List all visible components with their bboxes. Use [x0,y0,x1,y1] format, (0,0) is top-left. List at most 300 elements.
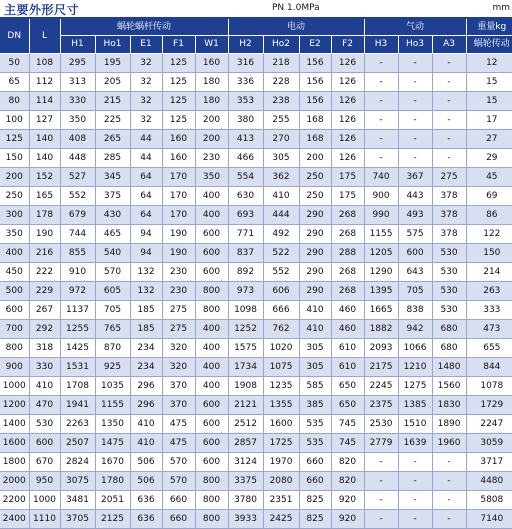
table-cell: 160 [162,149,195,168]
table-cell: 410 [130,415,162,434]
table-cell: 32 [130,111,162,130]
table-cell: 705 [398,282,432,301]
table-cell: 290 [299,282,331,301]
table-cell: 305 [263,149,299,168]
table-cell: 680 [432,339,466,358]
table-cell: 300 [0,206,29,225]
table-row [0,510,512,529]
table-cell: - [398,54,432,73]
table-cell: 305 [299,339,331,358]
table-cell: 400 [195,320,228,339]
table-row [0,168,512,187]
table-row [0,92,512,111]
table-cell: 222 [29,263,60,282]
dimension-table-container [0,17,512,524]
table-cell: 530 [29,415,60,434]
column-header: E1 [130,36,162,54]
table-row [0,225,512,244]
page-title: 主要外形尺寸 [4,3,80,17]
table-row [0,339,512,358]
table-cell: 666 [263,301,299,320]
table-cell: - [398,149,432,168]
table-cell: 1275 [398,377,432,396]
table-cell: 170 [162,168,195,187]
table-cell: 268 [331,206,364,225]
table-cell: 370 [162,377,195,396]
table-cell: 180 [195,73,228,92]
table-cell: 3075 [60,472,95,491]
table-cell: 1708 [60,377,95,396]
table-cell: 410 [263,187,299,206]
table-cell: 3481 [60,491,95,510]
table-row [0,263,512,282]
table-cell: - [398,92,432,111]
table-cell: 32 [130,54,162,73]
table-cell: 1830 [432,396,466,415]
table-cell: 1510 [398,415,432,434]
table-cell: 225 [95,111,130,130]
table-cell: 362 [263,168,299,187]
unit-label: mm [492,3,510,13]
table-cell: 660 [299,472,331,491]
table-cell: 330 [29,358,60,377]
table-cell: 430 [95,206,130,225]
table-cell: 275 [162,301,195,320]
table-row [0,111,512,130]
table-cell: 408 [60,130,95,149]
table-cell: 410 [130,434,162,453]
table-cell: - [398,491,432,510]
table-cell: - [398,510,432,529]
table-row [0,358,512,377]
table-cell: 530 [432,263,466,282]
table-cell: 1235 [263,377,299,396]
table-cell: 178 [29,206,60,225]
table-cell: 740 [364,168,398,187]
table-cell: 2857 [228,434,263,453]
table-cell: - [398,130,432,149]
table-cell: 268 [331,263,364,282]
table-cell: - [364,491,398,510]
table-cell: 2400 [0,510,29,529]
table-cell: 820 [331,453,364,472]
table-cell: 126 [331,111,364,130]
table-cell: 535 [299,434,331,453]
table-cell: 600 [195,453,228,472]
table-cell: 126 [331,73,364,92]
table-cell: 535 [299,415,331,434]
table-cell: 230 [195,149,228,168]
table-cell: 450 [0,263,29,282]
table-cell: 650 [331,377,364,396]
table-cell: 5808 [466,491,512,510]
table-cell: 285 [95,149,130,168]
table-cell: 200 [195,130,228,149]
table-cell: 800 [195,282,228,301]
table-cell: 470 [29,396,60,415]
table-cell: 610 [331,339,364,358]
table-cell: 270 [263,130,299,149]
table-cell: 400 [195,358,228,377]
column-header: 蜗轮传动 [466,36,512,54]
table-cell: 316 [228,54,263,73]
column-header: A3 [432,36,466,54]
table-cell: 64 [130,168,162,187]
column-header: H3 [364,36,398,54]
table-cell: 600 [0,301,29,320]
dimension-table [0,19,512,529]
table-cell: 175 [331,168,364,187]
table-cell: 263 [466,282,512,301]
table-cell: 600 [195,263,228,282]
table-cell: 655 [466,339,512,358]
table-cell: 267 [29,301,60,320]
column-header: F1 [162,36,195,54]
table-cell: 250 [299,168,331,187]
table-cell: 86 [466,206,512,225]
table-cell: 600 [195,244,228,263]
table-cell: 122 [466,225,512,244]
table-cell: 475 [162,415,195,434]
table-cell: 1480 [432,358,466,377]
table-cell: 112 [29,73,60,92]
table-cell: 570 [95,263,130,282]
table-cell: 44 [130,130,162,149]
table-cell: 125 [162,73,195,92]
table-cell: 413 [228,130,263,149]
table-cell: - [364,54,398,73]
table-cell: 400 [195,206,228,225]
table-cell: 44 [130,149,162,168]
table-cell: 1729 [466,396,512,415]
table-cell: 345 [95,168,130,187]
column-header: H1 [60,36,95,54]
table-cell: 320 [162,339,195,358]
table-cell: 1078 [466,377,512,396]
table-cell: 400 [0,244,29,263]
table-cell: 771 [228,225,263,244]
table-cell: 185 [130,301,162,320]
table-cell: 1670 [95,453,130,472]
table-cell: 265 [95,130,130,149]
table-cell: 27 [466,130,512,149]
table-cell: 1882 [364,320,398,339]
table-cell: 660 [162,491,195,510]
column-header: W1 [195,36,228,54]
table-cell: - [364,130,398,149]
table-row [0,244,512,263]
table-cell: 367 [398,168,432,187]
table-cell: 292 [29,320,60,339]
table-cell: 175 [331,187,364,206]
column-header: Ho2 [263,36,299,54]
table-cell: 1035 [95,377,130,396]
table-cell: 170 [162,187,195,206]
group-header-pneumatic: 气动 [364,19,466,36]
table-cell: 126 [331,92,364,111]
subheader-row [0,36,512,54]
table-cell: 64 [130,187,162,206]
table-cell: 973 [228,282,263,301]
table-cell: - [364,111,398,130]
table-cell: 290 [299,225,331,244]
table-cell: 693 [228,206,263,225]
table-cell: 200 [195,111,228,130]
table-cell: - [432,149,466,168]
table-cell: 636 [130,510,162,529]
table-cell: 2245 [364,377,398,396]
table-cell: 350 [195,168,228,187]
table-cell: 353 [228,92,263,111]
table-cell: 575 [398,225,432,244]
table-cell: 800 [195,491,228,510]
table-cell: 268 [331,282,364,301]
table-cell: 1137 [60,301,95,320]
table-cell: 2200 [0,491,29,510]
table-cell: 2080 [263,472,299,491]
table-cell: 554 [228,168,263,187]
table-cell: 670 [29,453,60,472]
table-cell: 1475 [95,434,130,453]
table-cell: 700 [0,320,29,339]
table-cell: 15 [466,73,512,92]
table-cell: 12 [466,54,512,73]
table-cell: 4480 [466,472,512,491]
table-cell: 218 [263,54,299,73]
table-cell: 606 [263,282,299,301]
table-row [0,130,512,149]
table-cell: 385 [299,396,331,415]
group-header-electric: 电动 [228,19,364,36]
table-cell: 1155 [364,225,398,244]
table-row [0,73,512,92]
table-cell: 600 [195,415,228,434]
table-cell: 400 [195,187,228,206]
table-row [0,377,512,396]
table-cell: 336 [228,73,263,92]
table-cell: 1725 [263,434,299,453]
table-cell: 2000 [0,472,29,491]
table-cell: 2512 [228,415,263,434]
table-cell: 2375 [364,396,398,415]
table-cell: 1350 [95,415,130,434]
table-cell: 552 [60,187,95,206]
table-cell: 460 [331,301,364,320]
table-cell: 1210 [398,358,432,377]
table-cell: 168 [299,130,331,149]
table-cell: 765 [95,320,130,339]
table-cell: 465 [95,225,130,244]
table-cell: 1200 [0,396,29,415]
table-cell: 132 [130,263,162,282]
table-cell: 1941 [60,396,95,415]
table-cell: 800 [195,301,228,320]
table-cell: 1734 [228,358,263,377]
table-row [0,301,512,320]
table-cell: 165 [29,187,60,206]
table-cell: 1970 [263,453,299,472]
table-cell: 570 [162,453,195,472]
table-cell: 229 [29,282,60,301]
table-cell: 530 [432,244,466,263]
table-cell: 32 [130,73,162,92]
table-cell: 126 [331,130,364,149]
table-cell: 2175 [364,358,398,377]
table-cell: 234 [130,358,162,377]
table-cell: 2425 [263,510,299,529]
table-cell: 126 [331,149,364,168]
table-cell: 552 [263,263,299,282]
table-cell: 530 [432,282,466,301]
table-cell: 506 [130,453,162,472]
table-cell: 156 [299,54,331,73]
table-cell: 492 [263,225,299,244]
table-cell: 679 [60,206,95,225]
group-header-worm-gear: 蜗轮蜗杆传动 [60,19,228,36]
table-cell: 942 [398,320,432,339]
table-cell: - [432,73,466,92]
table-cell: 1290 [364,263,398,282]
table-cell: 705 [95,301,130,320]
table-cell: 290 [299,244,331,263]
table-cell: 800 [195,472,228,491]
table-cell: 1665 [364,301,398,320]
table-cell: - [432,111,466,130]
table-cell: 837 [228,244,263,263]
table-cell: 168 [299,111,331,130]
table-cell: - [432,453,466,472]
table-cell: 288 [331,244,364,263]
table-cell: 50 [0,54,29,73]
table-cell: 1908 [228,377,263,396]
table-cell: 1780 [95,472,130,491]
table-cell: 132 [130,282,162,301]
table-cell: 296 [130,377,162,396]
table-cell: 250 [0,187,29,206]
table-cell: 3705 [60,510,95,529]
dn-header: DN [0,19,29,54]
table-cell: - [398,453,432,472]
table-cell: - [364,73,398,92]
table-cell: 125 [0,130,29,149]
table-cell: 744 [60,225,95,244]
table-row [0,491,512,510]
table-cell: 378 [432,187,466,206]
table-row [0,149,512,168]
table-cell: 200 [299,149,331,168]
table-cell: - [364,453,398,472]
table-cell: 17 [466,111,512,130]
table-cell: 1575 [228,339,263,358]
table-cell: 892 [228,263,263,282]
table-cell: 1425 [60,339,95,358]
table-cell: - [398,73,432,92]
table-cell: 600 [195,225,228,244]
table-cell: 600 [398,244,432,263]
table-cell: 570 [162,472,195,491]
group-header-weight: 重量kg [466,19,512,36]
table-cell: 800 [195,510,228,529]
table-cell: 972 [60,282,95,301]
table-cell: 234 [130,339,162,358]
table-cell: 320 [162,358,195,377]
table-cell: 333 [466,301,512,320]
table-cell: 3933 [228,510,263,529]
table-row [0,396,512,415]
table-cell: 170 [162,206,195,225]
table-cell: 190 [29,225,60,244]
table-cell: 2121 [228,396,263,415]
table-cell: - [432,54,466,73]
table-cell: - [432,491,466,510]
table-cell: 125 [162,54,195,73]
table-cell: 1110 [29,510,60,529]
table-row [0,415,512,434]
table-cell: 1400 [0,415,29,434]
table-cell: 950 [29,472,60,491]
table-cell: 1385 [398,396,432,415]
table-cell: 910 [60,263,95,282]
table-cell: 650 [331,396,364,415]
l-header: L [29,19,60,54]
table-cell: 160 [195,54,228,73]
table-cell: 127 [29,111,60,130]
column-header: F2 [331,36,364,54]
table-cell: 3780 [228,491,263,510]
table-cell: 1252 [228,320,263,339]
table-cell: 125 [162,111,195,130]
table-cell: 238 [263,92,299,111]
table-cell: 94 [130,225,162,244]
table-row [0,206,512,225]
table-cell: 745 [331,434,364,453]
table-cell: 444 [263,206,299,225]
table-cell: 190 [162,244,195,263]
table-cell: 1000 [0,377,29,396]
table-cell: 250 [299,187,331,206]
table-cell: 330 [60,92,95,111]
table-cell: 530 [432,301,466,320]
table-cell: 305 [299,358,331,377]
table-cell: 64 [130,206,162,225]
table-cell: 466 [228,149,263,168]
table-cell: 156 [299,73,331,92]
table-cell: 15 [466,92,512,111]
table-cell: 65 [0,73,29,92]
table-cell: 410 [29,377,60,396]
table-cell: 1960 [432,434,466,453]
table-cell: 255 [263,111,299,130]
table-cell: 1075 [263,358,299,377]
table-cell: 275 [162,320,195,339]
table-cell: 290 [299,206,331,225]
table-cell: 990 [364,206,398,225]
table-cell: 400 [195,377,228,396]
table-cell: - [364,472,398,491]
table-cell: 205 [95,73,130,92]
table-cell: 94 [130,244,162,263]
table-cell: 1600 [263,415,299,434]
table-cell: 2263 [60,415,95,434]
table-cell: 1800 [0,453,29,472]
table-cell: 200 [0,168,29,187]
table-cell: 3375 [228,472,263,491]
table-cell: 527 [60,168,95,187]
table-cell: 493 [398,206,432,225]
table-cell: 2247 [466,415,512,434]
table-cell: 228 [263,73,299,92]
table-cell: 600 [195,396,228,415]
